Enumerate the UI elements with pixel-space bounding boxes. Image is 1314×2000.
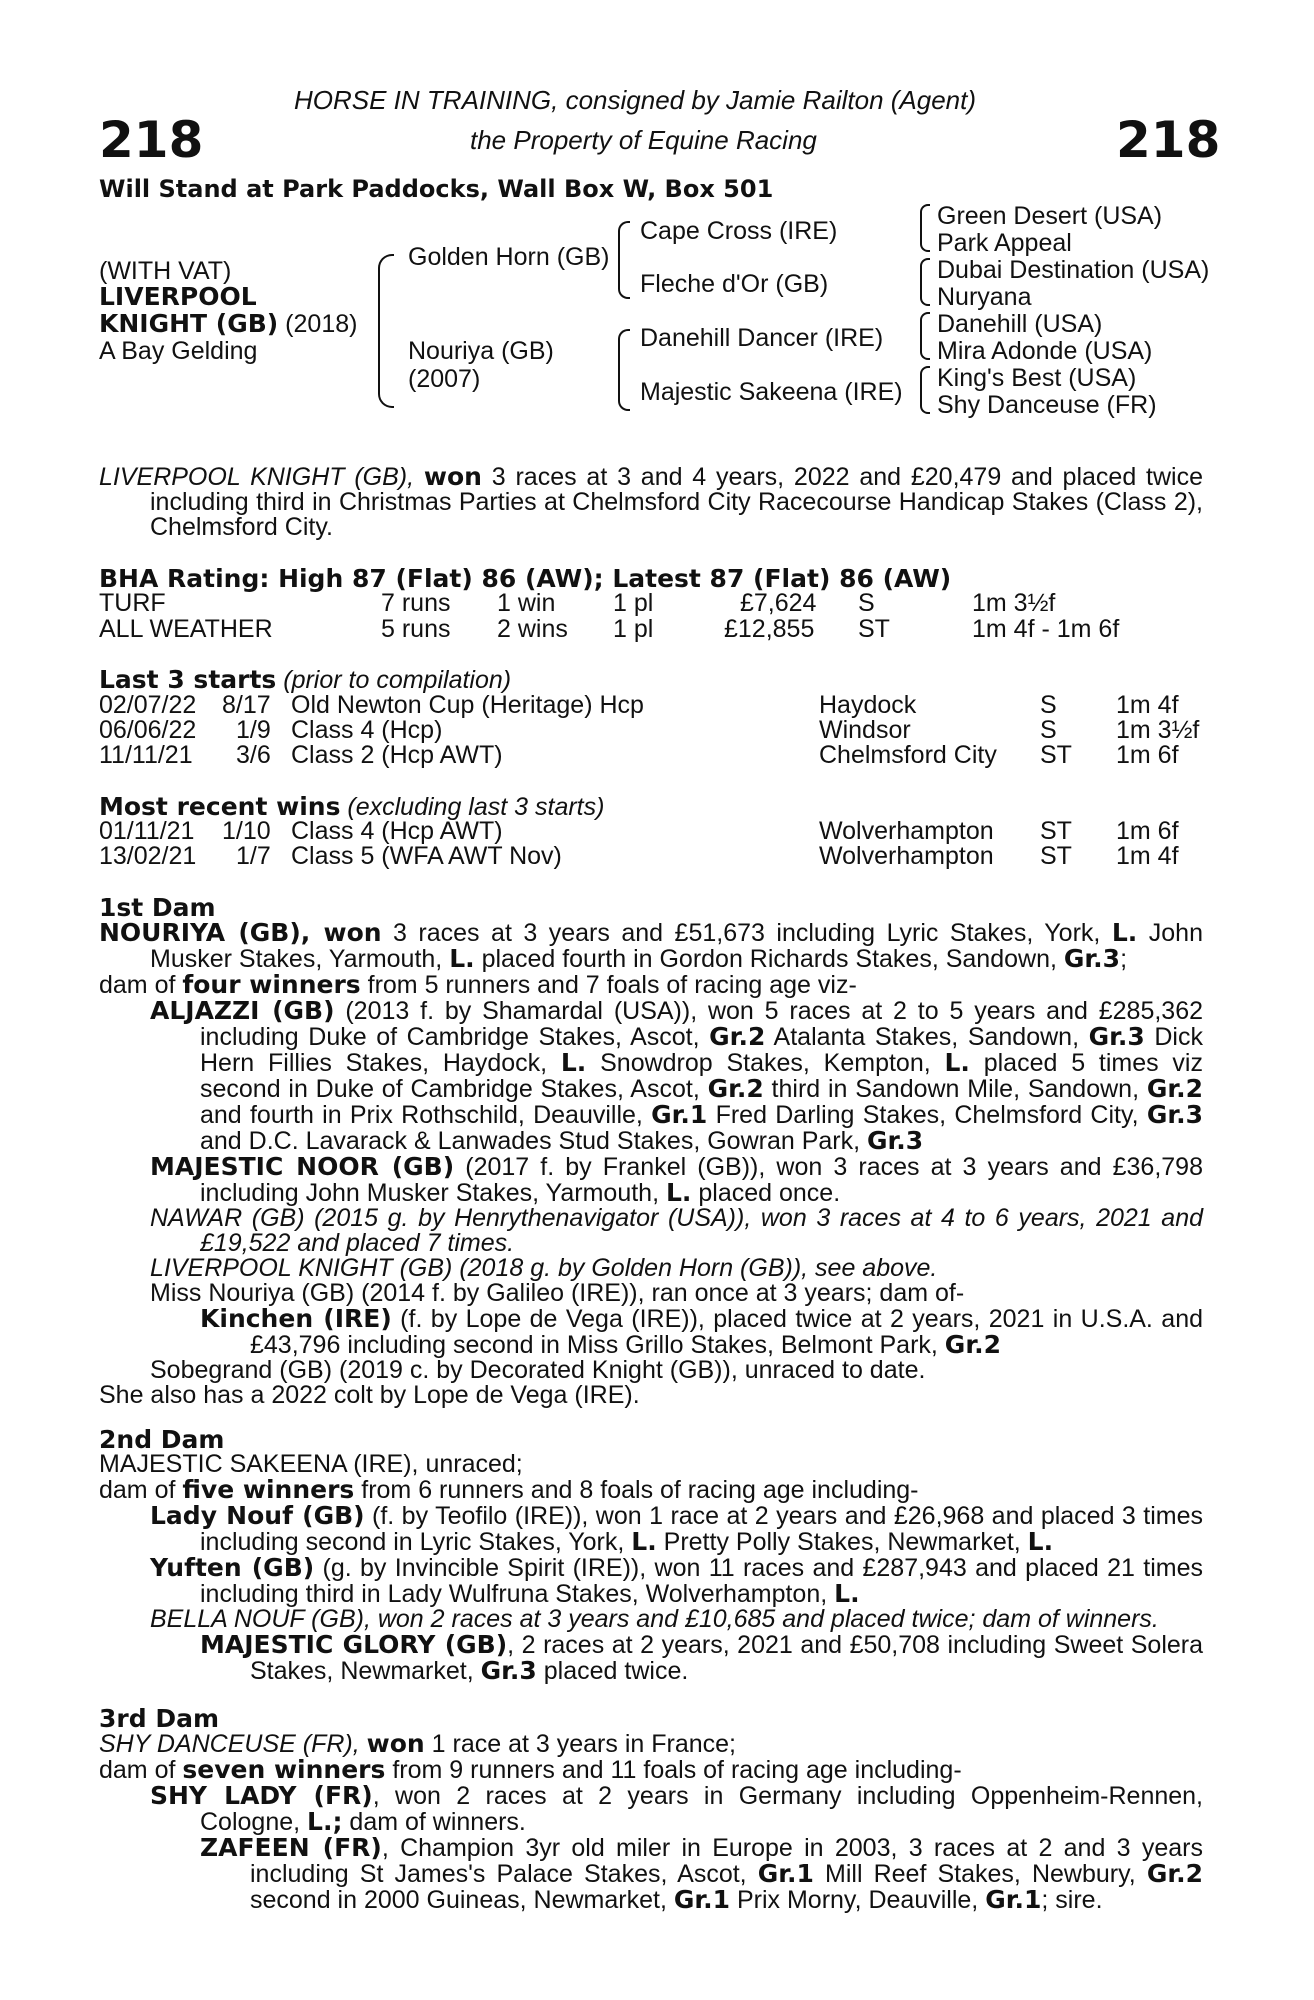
grade-2: Gr.2 — [1146, 1859, 1203, 1888]
grade-2: Gr.2 — [944, 1330, 1001, 1359]
offspring-text: (2013 f. by Shamardal (USA)), won 5 races at 2 to 5 years and £285,362 including Duke of Cambridge Stakes, Ascot, — [200, 997, 1203, 1051]
pedigree-g3-1: Green Desert (USA) — [937, 202, 1163, 230]
offspring-text: placed twice. — [536, 1657, 689, 1685]
third-dam-heading: 3rd Dam — [99, 1704, 219, 1733]
dam-of-text: from 5 runners and 7 foals of racing age viz- — [360, 971, 857, 999]
rating-aw-wins: 2 wins — [497, 615, 568, 643]
start-race: Class 4 (Hcp) — [291, 716, 443, 744]
grade-2: Gr.2 — [709, 1022, 766, 1051]
grade-2: Gr.2 — [707, 1074, 764, 1103]
first-dam-text: 3 races at 3 years and £51,673 including Lyric Stakes, York, — [381, 919, 1112, 947]
lot-number-left: 218 — [99, 111, 204, 169]
offspring-text: Mill Reef Stakes, Newbury, — [813, 1860, 1147, 1888]
dam-of-winners: four winners — [182, 970, 361, 999]
offspring-sobegrand: Sobegrand (GB) (2019 c. by Decorated Knight (GB)), unraced to date. — [150, 1356, 926, 1384]
rating-aw-going: ST — [858, 615, 890, 643]
offspring-text: ; sire. — [1041, 1886, 1103, 1914]
grade-1: Gr.1 — [757, 1859, 814, 1888]
first-dam-text: placed fourth in Gordon Richards Stakes, Sandown, — [474, 945, 1064, 973]
offspring-text: Snowdrop Stakes, Kempton, — [586, 1049, 945, 1077]
dam-of-text: dam of — [99, 1476, 183, 1504]
offspring-liverpool-knight: LIVERPOOL KNIGHT (GB) (2018 g. by Golden Horn (GB)), see above. — [150, 1254, 938, 1282]
offspring-aljazzi: ALJAZZI (GB) — [150, 996, 335, 1025]
grade-2: Gr.2 — [1146, 1074, 1203, 1103]
grand-offspring-kinchen: Kinchen (IRE) — [200, 1304, 392, 1333]
start-date: 11/11/21 — [99, 741, 193, 769]
race-summary — [99, 464, 1203, 540]
grade-3: Gr.3 — [480, 1656, 537, 1685]
last-starts-title: Last 3 starts — [99, 665, 277, 694]
win-race: Class 4 (Hcp AWT) — [291, 817, 503, 845]
rating-turf-prize: £7,624 — [740, 589, 817, 617]
offspring-text: , won 2 races at 2 years in Germany including Oppenheim-Rennen, Cologne, — [200, 1782, 1204, 1836]
brace-gen1 — [378, 254, 394, 408]
offspring-miss-nouriya: Miss Nouriya (GB) (2014 f. by Galileo (IRE)), ran once at 3 years; dam of- — [150, 1279, 965, 1307]
grade-3: Gr.3 — [1088, 1022, 1145, 1051]
offspring-text: second in 2000 Guineas, Newmarket, — [250, 1886, 674, 1914]
offspring-text: third in Sandown Mile, Sandown, — [763, 1075, 1147, 1103]
second-dam-section — [99, 1427, 1203, 1684]
offspring-text: (2017 f. by Frankel (GB)), won 3 races at 3 years and £36,798 including John Musker Stakes, Yarmouth, — [200, 1153, 1203, 1207]
pedigree-g3-6: Mira Adonde (USA) — [937, 337, 1153, 365]
grade-listed: L.; — [307, 1807, 343, 1836]
win-date: 13/02/21 — [99, 842, 197, 870]
rating-aw-prize: £12,855 — [724, 615, 815, 643]
summary-horse-name: LIVERPOOL KNIGHT (GB), — [99, 463, 415, 491]
grade-3: Gr.3 — [1146, 1100, 1203, 1129]
last-starts-heading — [99, 667, 511, 693]
pedigree-g3-4: Nuryana — [937, 283, 1032, 311]
horse-name-text: KNIGHT (GB) — [99, 309, 279, 338]
start-position: 3/6 — [236, 741, 271, 769]
brace-g3-1 — [920, 204, 930, 252]
dam-of-winners: five winners — [182, 1475, 355, 1504]
dam-of-text: from 6 runners and 8 foals of racing age including- — [354, 1476, 919, 1504]
third-dam-won: won — [366, 1729, 425, 1758]
pedigree-g3-8: Shy Danceuse (FR) — [937, 391, 1157, 419]
rating-aw-surface: ALL WEATHER — [99, 615, 273, 643]
win-position: 1/7 — [236, 842, 271, 870]
dam-of-winners: seven winners — [182, 1755, 386, 1784]
rating-turf-placed: 1 pl — [613, 589, 654, 617]
start-position: 1/9 — [236, 716, 271, 744]
stabling-line: Will Stand at Park Paddocks, Wall Box W, Box 501 — [99, 175, 774, 203]
grade-1: Gr.1 — [985, 1885, 1042, 1914]
grade-1: Gr.1 — [651, 1100, 708, 1129]
offspring-shy-lady: SHY LADY (FR) — [150, 1781, 373, 1810]
grand-offspring-zafeen: ZAFEEN (FR) — [200, 1833, 382, 1862]
grade-listed: L. — [1027, 1527, 1054, 1556]
third-dam-name: SHY DANCEUSE (FR), — [99, 1730, 360, 1758]
third-dam-text: 1 race at 3 years in France; — [424, 1730, 736, 1758]
offspring-lady-nouf: Lady Nouf (GB) — [150, 1501, 365, 1530]
last-starts-note: (prior to compilation) — [276, 666, 512, 694]
brace-g3-2 — [920, 258, 930, 306]
dam-of-text: dam of — [99, 1756, 183, 1784]
grand-offspring-majestic-glory: MAJESTIC GLORY (GB) — [200, 1630, 508, 1659]
first-dam-name: NOURIYA (GB), won — [99, 918, 382, 947]
offspring-text: placed once. — [691, 1179, 841, 1207]
offspring-text: Atalanta Stakes, Sandown, — [765, 1023, 1089, 1051]
first-dam-heading: 1st Dam — [99, 893, 216, 922]
start-course: Windsor — [819, 716, 911, 744]
offspring-text: and fourth in Prix Rothschild, Deauville, — [200, 1101, 652, 1129]
consignment-line: HORSE IN TRAINING, consigned by Jamie Railton (Agent) — [294, 85, 977, 115]
offspring-text: Dick Hern Fillies Stakes, Haydock, — [200, 1023, 1203, 1077]
rating-aw-runs: 5 runs — [381, 615, 451, 643]
property-line: the Property of Equine Racing — [470, 125, 817, 155]
summary-text: 3 races at 3 and 4 years, 2022 and £20,479 and placed twice including third in Christmas Parties at Chelmsford City Racecourse Handicap Stakes (Class 2), Chelmsford City. — [150, 463, 1203, 541]
rating-aw-distance: 1m 4f - 1m 6f — [972, 615, 1120, 643]
start-course: Haydock — [819, 691, 917, 719]
rating-turf-going: S — [858, 589, 875, 617]
win-course: Wolverhampton — [819, 842, 994, 870]
offspring-text: and D.C. Lavarack & Lanwades Stud Stakes, Gowran Park, — [200, 1127, 868, 1155]
horse-name-line1: LIVERPOOL — [99, 282, 257, 311]
grade-3: Gr.3 — [867, 1126, 924, 1155]
summary-won: won — [423, 462, 482, 491]
start-course: Chelmsford City — [819, 741, 997, 769]
lot-number-right: 218 — [1116, 111, 1221, 169]
recent-wins-note: (excluding last 3 starts) — [340, 793, 605, 821]
offspring-text: Prix Morny, Deauville, — [730, 1886, 986, 1914]
offspring-text: dam of winners. — [342, 1808, 526, 1836]
horse-year: (2018) — [278, 310, 358, 338]
rating-turf-runs: 7 runs — [381, 589, 451, 617]
start-date: 06/06/22 — [99, 716, 197, 744]
start-distance: 1m 4f — [1116, 691, 1179, 719]
brace-sire — [618, 221, 630, 299]
win-going: ST — [1040, 817, 1072, 845]
brace-g3-4 — [920, 366, 930, 414]
offspring-text: placed 5 times viz second in Duke of Cambridge Stakes, Ascot, — [200, 1049, 1203, 1103]
grade-1: Gr.1 — [673, 1885, 731, 1914]
pedigree-dam-sire: Danehill Dancer (IRE) — [640, 324, 884, 352]
pedigree-sire: Golden Horn (GB) — [408, 243, 610, 271]
vat-note: (WITH VAT) — [99, 257, 232, 285]
rating-turf-wins: 1 win — [497, 589, 556, 617]
win-race: Class 5 (WFA AWT Nov) — [291, 842, 562, 870]
grade-3: Gr.3 — [1063, 944, 1121, 973]
win-distance: 1m 4f — [1116, 842, 1179, 870]
first-dam-text: ; — [1120, 945, 1128, 973]
start-going: S — [1040, 691, 1057, 719]
start-date: 02/07/22 — [99, 691, 197, 719]
first-dam-text: John Musker Stakes, Yarmouth, — [150, 919, 1203, 973]
offspring-yuften: Yuften (GB) — [150, 1553, 315, 1582]
offspring-text: (f. by Lope de Vega (IRE)), placed twice at 2 years, 2021 in U.S.A. and £43,796 including second in Miss Grillo Stakes, Belmont Park, — [250, 1305, 1203, 1359]
win-distance: 1m 6f — [1116, 817, 1179, 845]
brace-g3-3 — [920, 312, 930, 360]
win-course: Wolverhampton — [819, 817, 994, 845]
start-going: S — [1040, 716, 1057, 744]
pedigree-g3-5: Danehill (USA) — [937, 310, 1103, 338]
grade-listed: L. — [560, 1048, 587, 1077]
pedigree-sire-sire: Cape Cross (IRE) — [640, 217, 838, 245]
grade-listed: L. — [665, 1178, 692, 1207]
pedigree-g3-2: Park Appeal — [937, 229, 1072, 257]
grade-listed: L. — [944, 1048, 970, 1077]
offspring-text: , Champion 3yr old miler in Europe in 2003, 3 races at 2 and 3 years including St James's Palace Stakes, Ascot, — [250, 1834, 1203, 1888]
pedigree-dam-dam: Majestic Sakeena (IRE) — [640, 378, 903, 406]
start-race: Old Newton Cup (Heritage) Hcp — [291, 691, 644, 719]
rating-turf-distance: 1m 3½f — [972, 589, 1056, 617]
second-dam-heading: 2nd Dam — [99, 1425, 225, 1454]
pedigree-g3-3: Dubai Destination (USA) — [937, 256, 1210, 284]
dam-of-text: from 9 runners and 11 foals of racing age including- — [385, 1756, 962, 1784]
start-distance: 1m 3½f — [1116, 716, 1200, 744]
pedigree-g3-7: King's Best (USA) — [937, 364, 1137, 392]
win-position: 1/10 — [222, 817, 271, 845]
offspring-nawar: NAWAR (GB) (2015 g. by Henrythenavigator (USA)), won 3 races at 4 to 6 years, 2021 and £19,522 and placed 7 times. — [150, 1204, 1203, 1257]
offspring-text: (g. by Invincible Spirit (IRE)), won 11 races and £287,943 and placed 21 times including third in Lady Wulfruna Stakes, Wolverhampton, — [200, 1554, 1203, 1608]
grade-listed: L. — [834, 1579, 860, 1608]
grade-listed: L. — [631, 1527, 657, 1556]
grade-listed: L. — [1111, 918, 1138, 947]
first-dam-colt-note: She also has a 2022 colt by Lope de Vega (IRE). — [99, 1381, 640, 1409]
start-position: 8/17 — [222, 691, 271, 719]
recent-wins-title: Most recent wins — [99, 792, 341, 821]
offspring-majestic-noor: MAJESTIC NOOR (GB) — [150, 1152, 455, 1181]
offspring-text: Fred Darling Stakes, Chelmsford City, — [707, 1101, 1147, 1129]
dam-of-text: dam of — [99, 971, 183, 999]
third-dam-section — [99, 1706, 1203, 1913]
offspring-text: , 2 races at 2 years, 2021 and £50,708 including Sweet Solera Stakes, Newmarket, — [250, 1631, 1204, 1685]
win-date: 01/11/21 — [99, 817, 195, 845]
offspring-bella-nouf: BELLA NOUF (GB), won 2 races at 3 years and £10,685 and placed twice; dam of winners. — [150, 1605, 1159, 1633]
pedigree-dam-year: (2007) — [408, 365, 481, 393]
offspring-text: Pretty Polly Stakes, Newmarket, — [656, 1528, 1028, 1556]
brace-dam — [618, 329, 630, 411]
start-distance: 1m 6f — [1116, 741, 1179, 769]
horse-description: A Bay Gelding — [99, 337, 258, 365]
rating-aw-placed: 1 pl — [613, 615, 654, 643]
offspring-text: (f. by Teofilo (IRE)), won 1 race at 2 years and £26,968 and placed 3 times including second in Lyric Stakes, York, — [200, 1502, 1203, 1556]
first-dam-section — [99, 895, 1203, 1408]
rating-heading: BHA Rating: High 87 (Flat) 86 (AW); Latest 87 (Flat) 86 (AW) — [99, 564, 952, 593]
horse-name-line2 — [99, 311, 357, 337]
start-going: ST — [1040, 741, 1072, 769]
start-race: Class 2 (Hcp AWT) — [291, 741, 503, 769]
second-dam-name: MAJESTIC SAKEENA (IRE), unraced; — [99, 1450, 523, 1478]
win-going: ST — [1040, 842, 1072, 870]
pedigree-dam-name: Nouriya (GB) — [408, 337, 554, 365]
pedigree-sire-dam: Fleche d'Or (GB) — [640, 270, 829, 298]
rating-turf-surface: TURF — [99, 589, 166, 617]
grade-listed: L. — [449, 944, 475, 973]
